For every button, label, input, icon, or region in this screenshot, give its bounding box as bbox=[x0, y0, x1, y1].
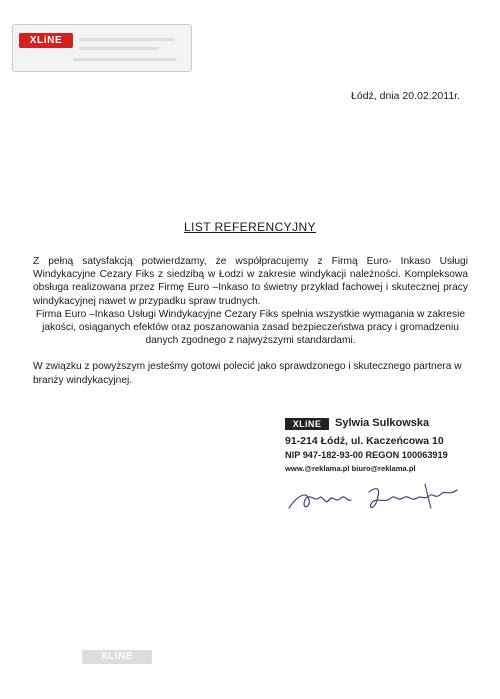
letter-body bbox=[33, 255, 468, 387]
stamp-tax-ids: NIP 947-182-93-00 REGON 100063919 bbox=[285, 450, 448, 460]
letterhead-faint-text-3 bbox=[73, 58, 177, 61]
letterhead bbox=[12, 24, 192, 72]
stamp-address: 91-214 Łódź, ul. Kaczeńcowa 10 bbox=[285, 435, 444, 447]
letter-title: LIST REFERENCYJNY bbox=[184, 220, 316, 234]
company-stamp bbox=[285, 416, 460, 478]
stamp-owner-name: Sylwia Sulkowska bbox=[335, 417, 430, 429]
footer-logo bbox=[82, 650, 152, 664]
stamp-web-email: www.@reklama.pl biuro@reklama.pl bbox=[285, 464, 416, 473]
paragraph-1: Z pełną satysfakcją potwierdzamy, że współpracujemy z Firmą Euro- Inkaso Usługi Windykacyjne Cezary Fiks z siedzibą w Łodzi w zakresie windykacji należności. Kompleksowa obsługa realizowana przez Firmę Euro –Inkaso to świetny przykład fachowej i skutecznej pracy windykacyjnej nawet w przypadku spraw trudnych. bbox=[33, 256, 468, 307]
company-logo bbox=[19, 33, 73, 48]
letter-date: Łódź, dnia 20.02.2011r. bbox=[351, 90, 460, 102]
handwritten-signature bbox=[285, 478, 463, 514]
letterhead-faint-text-2 bbox=[79, 47, 159, 50]
company-logo-text: XLiNE bbox=[29, 35, 63, 46]
stamp-logo: XLiNE bbox=[285, 418, 329, 430]
footer-logo-text: XLiNE bbox=[100, 651, 134, 662]
paragraph-3: W związku z powyższym jesteśmy gotowi polecić jako sprawdzonego i skutecznego partnera w branży windykacyjnej. bbox=[33, 361, 462, 386]
paragraph-2: Firma Euro –Inkaso Usługi Windykacyjne Cezary Fiks spełnia wszystkie wymagania w zakresie jakości, osiąganych efektów oraz poszanowania zasad bezpieczeństwa pracy i gromadzeniu danych zgodnego z najwyższymi standardami. bbox=[35, 308, 466, 347]
letterhead-faint-text-1 bbox=[79, 38, 175, 41]
